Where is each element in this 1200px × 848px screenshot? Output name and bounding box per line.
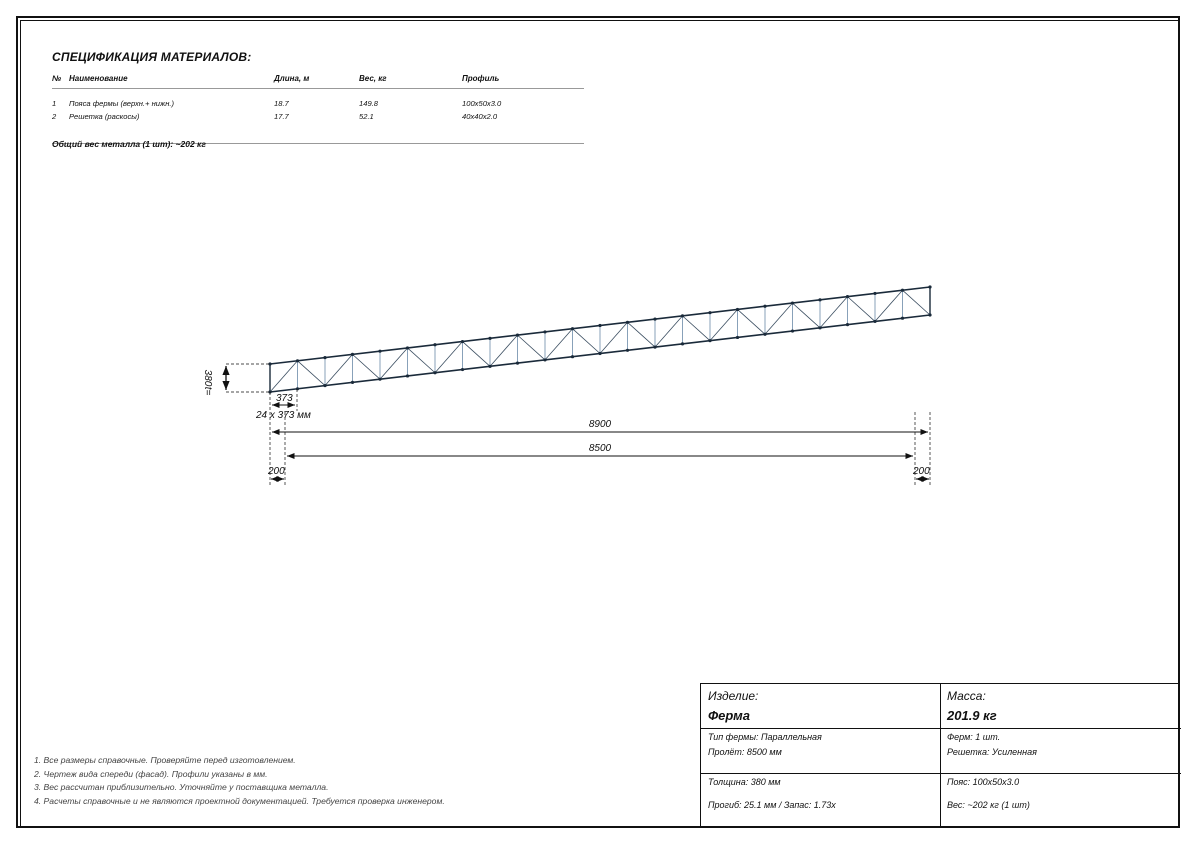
truss-type: Тип фермы: Параллельная xyxy=(708,732,822,742)
truss-diagonal xyxy=(435,342,463,373)
truss-diagonal xyxy=(518,335,546,360)
truss-node xyxy=(461,340,464,343)
height-dim-prefix: t= xyxy=(202,386,213,396)
truss-diagonal xyxy=(820,297,848,328)
truss-node xyxy=(901,289,904,292)
truss-diagonal xyxy=(655,316,683,347)
truss-node xyxy=(516,334,519,337)
truss-diagonal xyxy=(710,309,738,340)
truss-node xyxy=(626,349,629,352)
truss-node xyxy=(653,317,656,320)
thickness-value: Толщина: 380 мм xyxy=(708,777,781,787)
truss-diagonal xyxy=(490,335,518,366)
spec-cell-profile: 40x40x2.0 xyxy=(462,112,498,121)
truss-diagonal xyxy=(545,329,573,360)
count-value: Ферм: 1 шт. xyxy=(947,732,1001,742)
truss-node xyxy=(736,336,739,339)
truss-diagonal xyxy=(628,322,656,347)
product-label: Изделие: xyxy=(708,689,759,703)
truss-node xyxy=(406,374,409,377)
truss-node xyxy=(818,326,821,329)
spec-header-length: Длина, м xyxy=(274,74,310,83)
truss-node xyxy=(873,292,876,295)
title-block-divider-h2 xyxy=(701,773,1181,774)
left-support-dim-label: 200 xyxy=(268,466,285,477)
title-block-divider-h1 xyxy=(701,728,1181,729)
truss-node xyxy=(351,353,354,356)
truss-node xyxy=(846,295,849,298)
spec-cell-num: 1 xyxy=(52,99,57,108)
notes-block xyxy=(34,754,445,808)
truss-diagonal xyxy=(600,322,628,353)
truss-node xyxy=(626,321,629,324)
truss-node xyxy=(928,285,931,288)
spec-header-num: № xyxy=(52,74,62,83)
truss-diagonal xyxy=(875,290,903,321)
truss-node xyxy=(708,311,711,314)
spec-header-profile: Профиль xyxy=(462,74,500,83)
truss-diagonal xyxy=(380,348,408,379)
chord-value: Пояс: 100x50x3.0 xyxy=(947,777,1020,787)
truss-diagonal xyxy=(738,309,766,334)
truss-node xyxy=(433,343,436,346)
truss-node xyxy=(461,368,464,371)
height-dim-label: 380 xyxy=(202,369,213,387)
truss-node xyxy=(763,305,766,308)
spec-cell-weight: 52.1 xyxy=(359,112,374,121)
truss-node xyxy=(681,342,684,345)
overall-dim-label: 8900 xyxy=(588,419,612,430)
truss-node xyxy=(323,356,326,359)
title-block xyxy=(700,683,1180,828)
truss-lattice xyxy=(270,290,930,392)
spec-cell-length: 18.7 xyxy=(274,99,289,108)
truss-node xyxy=(928,313,931,316)
truss-node xyxy=(543,330,546,333)
note-line: 2. Чертеж вида спереди (фасад). Профили указаны в мм. xyxy=(34,768,268,779)
truss-node xyxy=(763,333,766,336)
truss-node xyxy=(598,352,601,355)
truss-diagonal xyxy=(408,348,436,373)
weight-value: Вес: ~202 кг (1 шт) xyxy=(947,800,1030,810)
truss-diagonal xyxy=(353,354,381,379)
truss-node xyxy=(846,323,849,326)
spec-cell-length: 17.7 xyxy=(274,112,289,121)
truss-node xyxy=(323,384,326,387)
truss-node xyxy=(873,320,876,323)
truss-node xyxy=(681,314,684,317)
truss-diagonal xyxy=(325,354,353,385)
truss-diagonal xyxy=(903,290,931,315)
truss-node xyxy=(378,350,381,353)
truss-diagonal xyxy=(765,303,793,334)
truss-node xyxy=(488,337,491,340)
panel-dim-label: 373 xyxy=(276,393,293,404)
spec-total-weight: Общий вес металла (1 шт): ~202 кг xyxy=(52,139,206,149)
truss-diagonal xyxy=(463,342,491,367)
truss-node xyxy=(791,301,794,304)
truss-diagonal xyxy=(573,329,601,354)
truss-node xyxy=(736,308,739,311)
deflection-value: Прогиб: 25.1 мм / Запас: 1.73x xyxy=(708,800,836,810)
truss-node xyxy=(571,327,574,330)
truss-node xyxy=(791,329,794,332)
truss-node xyxy=(516,362,519,365)
truss-node xyxy=(653,345,656,348)
truss-node xyxy=(296,359,299,362)
truss-node xyxy=(488,365,491,368)
spec-header-weight: Вес, кг xyxy=(359,74,387,83)
lattice-value: Решетка: Усиленная xyxy=(947,747,1037,757)
product-value: Ферма xyxy=(708,708,750,723)
mass-value: 201.9 кг xyxy=(947,708,997,723)
note-line: 3. Вес рассчитан приблизительно. Уточняйте у поставщика металла. xyxy=(34,782,329,793)
truss-node xyxy=(433,371,436,374)
spec-cell-name: Пояса фермы (верхн.+ нижн.) xyxy=(69,99,175,108)
spec-header-name: Наименование xyxy=(69,74,128,83)
truss-node xyxy=(818,298,821,301)
truss-node xyxy=(296,387,299,390)
truss-node xyxy=(406,346,409,349)
truss-node xyxy=(378,378,381,381)
spec-cell-name: Решетка (раскосы) xyxy=(69,112,140,121)
note-line: 4. Расчеты справочные и не являются проектной документацией. Требуется проверка инженером. xyxy=(34,795,445,806)
spec-title: СПЕЦИФИКАЦИЯ МАТЕРИАЛОВ: xyxy=(52,50,252,64)
truss-diagonal xyxy=(270,361,298,392)
spec-cell-num: 2 xyxy=(52,112,57,121)
spec-cell-profile: 100x50x3.0 xyxy=(462,99,502,108)
title-block-divider-v xyxy=(940,684,941,828)
right-support-dim-label: 200 xyxy=(913,466,930,477)
truss-node xyxy=(351,381,354,384)
truss-node xyxy=(543,358,546,361)
spec-cell-weight: 149.8 xyxy=(359,99,379,108)
truss-node xyxy=(598,324,601,327)
truss-diagonal xyxy=(298,361,326,386)
panel-count-label: 24 x 373 мм xyxy=(256,410,311,421)
truss-node xyxy=(571,355,574,358)
note-line: 1. Все размеры справочные. Проверяйте перед изготовлением. xyxy=(34,755,296,765)
span-value: Пролёт: 8500 мм xyxy=(708,747,782,757)
truss-diagonal xyxy=(848,297,876,322)
mass-label: Масса: xyxy=(947,689,986,703)
truss-diagonal xyxy=(793,303,821,328)
truss-node xyxy=(708,339,711,342)
span-dim-label: 8500 xyxy=(588,443,612,454)
truss-node xyxy=(901,317,904,320)
truss-diagonal xyxy=(683,316,711,341)
